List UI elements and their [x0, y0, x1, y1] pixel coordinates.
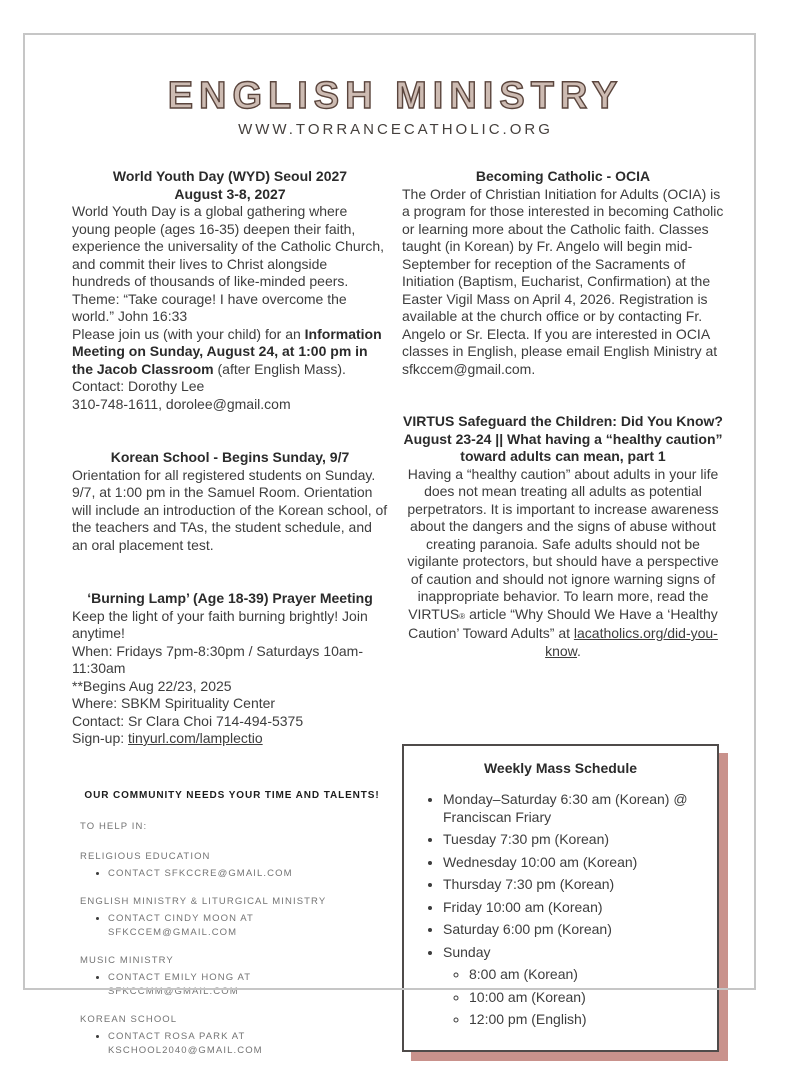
sunday-mass-sublist — [443, 966, 703, 1029]
wyd-contact-name: Contact: Dorothy Lee — [72, 378, 205, 394]
burning-lamp-title: ‘Burning Lamp’ (Age 18-39) Prayer Meeting — [87, 590, 373, 606]
mass-item — [443, 791, 703, 826]
mass-schedule-title: Weekly Mass Schedule — [483, 760, 638, 776]
burning-lamp-intro: Keep the light of your faith burning brightly! Join anytime! — [72, 607, 368, 641]
help-group-name: ENGLISH MINISTRY & LITURGICAL MINISTRY — [80, 895, 327, 907]
wyd-contact-phone-email: 310-748-1611, dorolee@gmail.com — [72, 395, 291, 412]
help-group-religious-education — [80, 850, 384, 881]
mass-item — [443, 899, 703, 917]
section-community-volunteer — [72, 790, 388, 1058]
help-group-contact: • CONTACT EMILY HONG AT SFKCCMM@GMAIL.COM — [108, 970, 384, 999]
signup-label: Sign-up: — [72, 730, 129, 746]
wyd-meeting-pre: Please join us (with your child) for an — [72, 325, 305, 342]
left-column — [72, 168, 388, 1072]
site-url: WWW.TORRANCECATHOLIC.ORG — [238, 121, 553, 138]
sunday-mass-item — [469, 989, 703, 1007]
help-group-contact: • CONTACT ROSA PARK AT KSCHOOL2040@GMAIL.COM — [108, 1029, 384, 1058]
ocia-title: Becoming Catholic - OCIA — [475, 168, 651, 184]
community-title: OUR COMMUNITY NEEDS YOUR TIME AND TALENTS! — [84, 789, 380, 801]
signup-link[interactable]: tinyurl.com/lamplectio — [128, 730, 263, 746]
virtus-body-pre: Having a “healthy caution” about adults in your life does not mean treating all adults as potential perpetrators. It is important to increase awareness about the dangers and the signs of abuse without creating paranoia. Safe adults should not be vigilante protectors, but should have a perspective of caution and should not ignore warning signs of inappropriate behavior. To learn more, read the VIRTUS — [407, 465, 719, 622]
mass-item-text: Wednesday 10:00 am (Korean) — [443, 853, 638, 870]
mass-item-sunday — [443, 944, 703, 1029]
virtus-body-post: . — [577, 642, 581, 659]
help-group-name: KOREAN SCHOOL — [80, 1013, 178, 1025]
burning-lamp-when: When: Fridays 7pm-8:30pm / Saturdays 10am-11:30am — [72, 642, 364, 676]
help-group-english-ministry — [80, 895, 384, 940]
mass-item — [443, 854, 703, 872]
virtus-article-link[interactable]: lacatholics.org/did-you-know — [545, 625, 718, 659]
sunday-mass-item — [469, 966, 703, 984]
weekly-mass-schedule-box — [402, 744, 719, 1052]
virtus-title-line1: VIRTUS Safeguard the Children: Did You Know? — [403, 413, 723, 429]
mass-item-text: Sunday — [443, 943, 491, 960]
help-group-music-ministry — [80, 954, 384, 999]
wyd-body-text: World Youth Day is a global gathering where young people (ages 16-35) deepen their faith, experience the universality of the Catholic Church, and commit their lives to Christ alongside hundreds of thousands of like-minded peers. Theme: “Take courage! I have overcome the world.” John 16:33 — [72, 203, 385, 324]
ocia-body: The Order of Christian Initiation for Adults (OCIA) is a program for those interested in becoming Catholic or learning more about the Catholic faith. Classes taught (in Korean) by Fr. Angelo will begin mid-September for reception of the Sacraments of Initiation (Baptism, Eucharist, Confirmation) at the Easter Vigil Mass on April 4, 2026. Registration is available at the church office or by contacting Fr. Angelo or Sr. Electa. If you are interested in OCIA classes in English, please email English Ministry at sfkccem@gmail.com. — [402, 185, 724, 377]
mass-item-text: Saturday 6:00 pm (Korean) — [443, 921, 612, 937]
right-column — [402, 168, 724, 1072]
burning-lamp-contact: Contact: Sr Clara Choi 714-494-5375 — [72, 712, 304, 729]
mass-item-text: Friday 10:00 am (Korean) — [443, 898, 603, 915]
help-group-contact: • CONTACT CINDY MOON AT SFKCCEM@GMAIL.COM — [108, 911, 384, 940]
help-group-name: MUSIC MINISTRY — [80, 954, 174, 966]
community-intro: TO HELP IN: — [80, 820, 148, 832]
mass-item — [443, 876, 703, 894]
korean-school-body: Orientation for all registered students on Sunday. 9/7, at 1:00 pm in the Samuel Room. Orientation will include an introduction of the Korean school, of the teachers and TAs, the student schedule, and an oral placement test. — [72, 466, 388, 553]
burning-lamp-where: Where: SBKM Spirituality Center — [72, 695, 276, 711]
page-header — [0, 0, 791, 138]
content-columns — [0, 138, 791, 1072]
section-korean-school — [72, 449, 388, 554]
registered-mark: ® — [459, 611, 466, 621]
virtus-title-line3: toward adults can mean, part 1 — [460, 448, 666, 464]
page-title: ENGLISH MINISTRY — [167, 75, 624, 117]
virtus-title-line2: August 23-24 || What having a “healthy caution” — [403, 430, 723, 447]
mass-item-text: 10:00 am (Korean) — [469, 988, 586, 1005]
wyd-meeting-bold: Information Meeting on Sunday, August 24, at 1:00 pm in the Jacob Classroom — [72, 325, 382, 377]
section-world-youth-day — [72, 168, 388, 413]
virtus-body-mid: article “Why Should We Have a ‘Healthy Caution’ Toward Adults” at — [408, 605, 718, 641]
mass-item — [443, 831, 703, 849]
mass-item-text: 12:00 pm (English) — [469, 1011, 587, 1027]
mass-item-text: Tuesday 7:30 pm (Korean) — [443, 831, 610, 847]
help-group-korean-school — [80, 1013, 384, 1058]
virtus-body — [402, 466, 724, 661]
help-group-name: RELIGIOUS EDUCATION — [80, 850, 211, 862]
wyd-title-line1: World Youth Day (WYD) Seoul 2027 — [112, 168, 348, 184]
help-group-contact: • CONTACT SFKCCRE@GMAIL.COM — [108, 866, 384, 881]
section-burning-lamp — [72, 590, 388, 748]
wyd-title-line2: August 3-8, 2027 — [174, 185, 286, 202]
wyd-meeting-post: (after English Mass). — [213, 360, 346, 377]
section-virtus — [402, 413, 724, 660]
mass-item-text: 8:00 am (Korean) — [469, 966, 578, 982]
mass-item — [443, 921, 703, 939]
burning-lamp-signup — [72, 730, 388, 748]
burning-lamp-begins: **Begins Aug 22/23, 2025 — [72, 677, 232, 694]
mass-item-text: Monday–Saturday 6:30 am (Korean) @ Franciscan Friary — [443, 791, 688, 825]
section-ocia — [402, 168, 724, 378]
sunday-mass-item — [469, 1011, 703, 1029]
wyd-body — [72, 203, 388, 326]
korean-school-title: Korean School - Begins Sunday, 9/7 — [110, 449, 350, 465]
wyd-meeting-info — [72, 326, 388, 379]
mass-item-text: Thursday 7:30 pm (Korean) — [443, 876, 615, 892]
mass-schedule-list — [418, 791, 703, 1029]
